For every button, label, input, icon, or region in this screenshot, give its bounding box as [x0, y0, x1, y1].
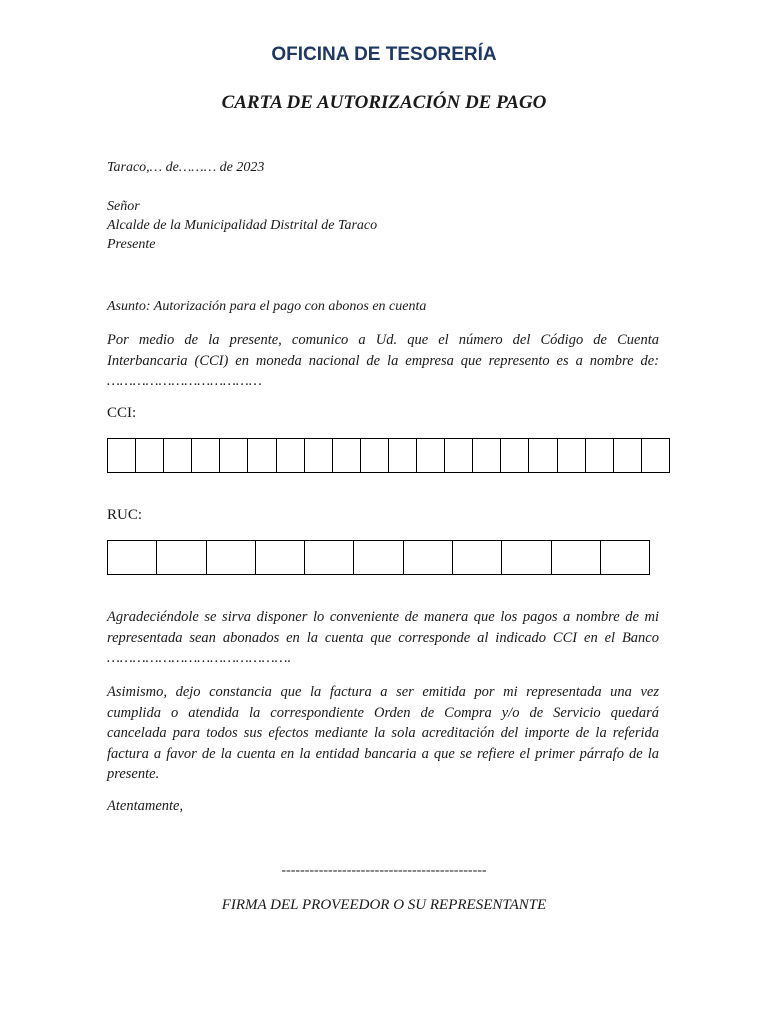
- ruc-label: RUC:: [107, 507, 143, 523]
- recipient-salutation: Señor: [107, 199, 140, 214]
- paragraph-bank: [107, 607, 659, 669]
- cci-digit-box[interactable]: [501, 438, 529, 473]
- signature-line: --------------------------------------------: [281, 863, 487, 878]
- cci-digit-box[interactable]: [642, 438, 670, 473]
- cci-digit-box[interactable]: [586, 438, 614, 473]
- cci-digit-box[interactable]: [108, 438, 136, 473]
- ruc-digit-box[interactable]: [305, 540, 354, 575]
- place-date: Taraco,… de……… de 2023: [107, 160, 265, 175]
- ruc-digit-box[interactable]: [552, 540, 601, 575]
- cci-digit-box[interactable]: [614, 438, 642, 473]
- cci-digit-box[interactable]: [305, 438, 333, 473]
- paragraph-line: Asimismo, dejo constancia que la factura a ser emitida por mi representada una vez: [107, 684, 659, 700]
- cci-digit-box[interactable]: [473, 438, 501, 473]
- ruc-digit-box[interactable]: [354, 540, 403, 575]
- cci-digit-box[interactable]: [558, 438, 586, 473]
- letter-title: CARTA DE AUTORIZACIÓN DE PAGO: [221, 92, 547, 113]
- ruc-digit-box[interactable]: [256, 540, 305, 575]
- paragraph-line: cancelada para todos sus efectos mediante la sola acreditación del importe de la referida: [107, 725, 659, 741]
- ruc-digit-box[interactable]: [601, 540, 650, 575]
- recipient-presente: Presente: [107, 237, 156, 252]
- cci-digit-box[interactable]: [164, 438, 192, 473]
- closing: Atentamente,: [107, 798, 184, 814]
- recipient-block: [107, 197, 377, 254]
- paragraph-line: presente.: [107, 766, 160, 782]
- cci-digit-box[interactable]: [361, 438, 389, 473]
- cci-digit-box[interactable]: [333, 438, 361, 473]
- ruc-digit-box[interactable]: [453, 540, 502, 575]
- ruc-digit-box[interactable]: [404, 540, 453, 575]
- ruc-digit-box[interactable]: [157, 540, 206, 575]
- cci-digit-box[interactable]: [136, 438, 164, 473]
- cci-digit-box[interactable]: [277, 438, 305, 473]
- ruc-digit-box[interactable]: [207, 540, 256, 575]
- cci-digit-box[interactable]: [389, 438, 417, 473]
- recipient-addressee: Alcalde de la Municipalidad Distrital de Taraco: [107, 218, 378, 233]
- paragraph-line: representada sean abonados en la cuenta que corresponde al indicado CCI en el Banco: [107, 629, 659, 646]
- ruc-digit-grid[interactable]: [107, 540, 650, 575]
- paragraph-invoice: [107, 682, 659, 785]
- ruc-digit-box[interactable]: [108, 540, 157, 575]
- paragraph-line: cumplida o atendida la correspondiente Orden de Compra y/o de Servicio quedará: [107, 704, 659, 721]
- subject-line: Asunto: Autorización para el pago con abonos en cuenta: [107, 299, 427, 314]
- cci-label: CCI:: [107, 405, 137, 421]
- cci-digit-box[interactable]: [192, 438, 220, 473]
- paragraph-line: Por medio de la presente, comunico a Ud. que el número del Código de Cuenta: [107, 332, 659, 348]
- paragraph-line: factura a favor de la cuenta en la entidad bancaria a que se refiere el primer párrafo de la: [107, 745, 659, 762]
- bank-name-blank: …………………………………….: [107, 650, 292, 666]
- paragraph-line: Interbancaria (CCI) en moneda nacional de la empresa que represento es a nombre de:: [107, 352, 659, 369]
- cci-digit-grid[interactable]: [107, 438, 670, 473]
- ruc-digit-box[interactable]: [502, 540, 551, 575]
- company-name-blank: ………………………………: [107, 373, 262, 389]
- office-heading: OFICINA DE TESORERÍA: [271, 44, 497, 65]
- paragraph-line: Agradeciéndole se sirva disponer lo conveniente de manera que los pagos a nombre de mi: [107, 609, 659, 625]
- signature-label: FIRMA DEL PROVEEDOR O SU REPRESENTANTE: [221, 897, 547, 913]
- cci-digit-box[interactable]: [445, 438, 473, 473]
- cci-digit-box[interactable]: [220, 438, 248, 473]
- cci-digit-box[interactable]: [248, 438, 276, 473]
- paragraph-cci-intro: [107, 330, 659, 392]
- cci-digit-box[interactable]: [417, 438, 445, 473]
- cci-digit-box[interactable]: [529, 438, 557, 473]
